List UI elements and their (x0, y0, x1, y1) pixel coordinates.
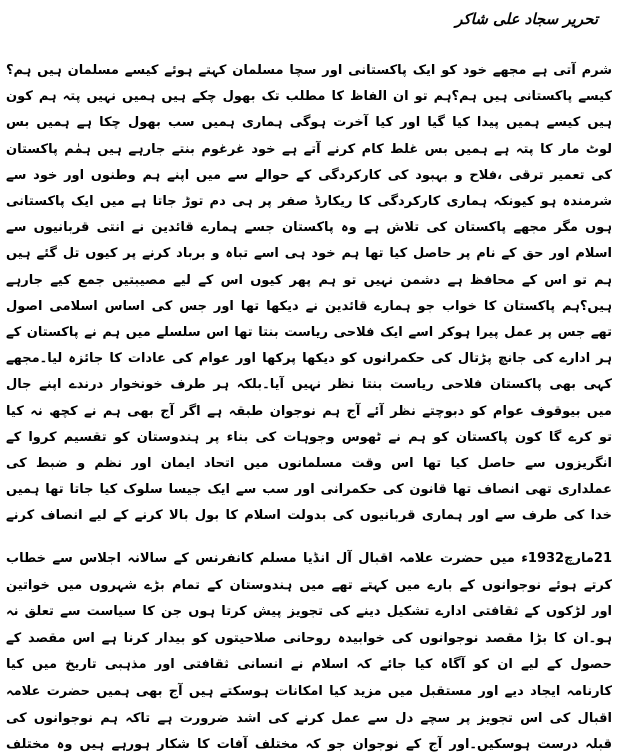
article-paragraph-2: 21مارچ1932ء میں حضرت علامہ اقبال آل انڈیا مسلم کانفرنس کے سالانہ اجلاس سے خطاب کرتے ہوئے نوجوانوں کے بارے میں کہتے تھے میں ہندوستان کے تمام بڑے شہروں میں خواتین اور لڑکوں کے ثقافتی ادارے تشکیل دینے کی تجویز پیش کرتا ہوں جن کا سیاست سے تعلق نہ ہو۔ان کا بڑا مقصد نوجوانوں کی خوابیدہ روحانی صلاحیتوں کو بیدار کرنا ہے اس مقصد کے حصول کے لیے ان کو آگاہ کیا جائے کہ اسلام نے انسانی ثقافتی اور مذہبی تاریخ میں کیا کارنامہ ایجاد دیے اور مستقبل میں مزید کیا امکانات ہوسکتے ہیں آج بھی ہمیں حضرت علامہ اقبال کی اس تجویز پر سچے دل سے عمل کرنے کی اشد ضرورت ہے تاکہ ہم نوجوانوں کی قبلہ درست ہوسکیں۔اور آج کے نوجوان جو کہ مختلف آفات کا شکار ہورہے ہیں وہ مختلف (6, 551, 612, 753)
article-paragraph-1: شرم آتی ہے مجھے خود کو ایک پاکستانی اور سچا مسلمان کہتے ہوئے کیسے مسلمان ہیں ہم؟کیسے پاکستانی ہیں ہم؟ہم تو ان الفاظ کا مطلب تک بھول چکے ہیں ہمیں نہیں پتہ ہم کون ہیں کیسے ہمیں پیدا کیا گیا اور کیا آخرت ہوگی ہماری ہمیں سب بھول چکا ہے ہمیں بس لوٹ مار کا پتہ ہے ہمیں بس غلط کام کرنے آتے ہے خود غرغوم بنتے جارہے ہیں ہمٰم پاکستان کی تعمیر ترقی ،فلاح و بہبود کی کارکردگی کے حوالے سے میں اپنے ہم وطنوں اور خود سے شرمندہ ہو کیونکہ ہماری کارکردگی کا ریکارڈ صفر پر ہی دم توڑ جاتا ہے میں ایک پاکستانی ہوں مگر مجھے پاکستان کی تلاش ہے وہ پاکستان جسے ہمارے قائدین نے انتی قربانیوں سے اسلام اور حق کے نام پر حاصل کیا تھا ہم خود ہی اسے تباہ و برباد کرنے پر کیوں تل گئے ہیں ہم تو اس کے محافظ ہے دشمن نہیں تو ہم پھر کیوں اس کے لیے مصیبتیں جمع کیے جارہے ہیں؟ہم پاکستان کا خواب جو ہمارے قائدین نے دیکھا تھا اور جس کی اساس اسلامی اصول تھے جس پر عمل پیرا ہوکر اسے ایک فلاحی ریاست بنتا تھا اس سلسلے میں ہم نے پاکستان کے ہر ادارے کی جانچ پڑتال کی حکمرانوں کو دیکھا پرکھا اور عوام کی عادات کا جائزہ لیا۔مجھے کہی بھی پاکستان فلاحی ریاست بنتا نظر نہیں آیا۔بلکہ ہر طرف خونخوار درندے اپنے جال میں بیوقوف عوام کو دبوچتے نظر آئے آج ہم نوجوان طبقہ ہے اگر آج بھی ہم نے کچھ نہ کیا تو کرے گا کون پاکستان کو ہم نے ٹھوس وجوہات کی بناء پر ہندوستان کو تقسیم کروا کے انگریزوں سے حاصل کیا تھا اس وقت مسلمانوں میں اتحاد ایمان اور نظم و ضبط کی عملداری تھی انصاف تھا قانون کی حکمرانی اور سب سے ایک جیسا سلوک کیا جاتا تھا ہمیں خدا کی طرف سے اور ہماری قربانیوں کی بدولت اسلام کا بول بالا کرنے کے لیے انصاف کرنے (6, 63, 612, 524)
article-byline: تحریر سجاد علی شاکر (455, 10, 598, 28)
